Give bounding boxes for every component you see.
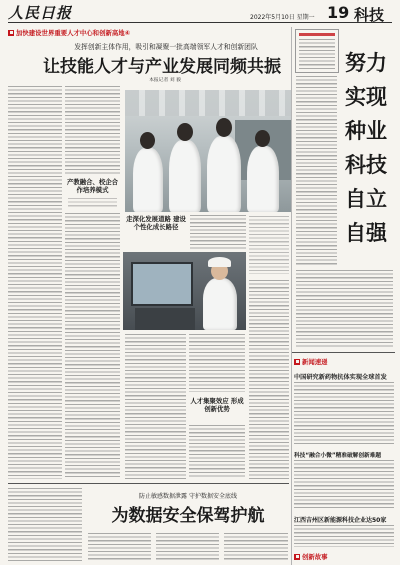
news-item-2-headline: 科技“融合小微”精准破解创新难题 [294,453,382,459]
news-item-3-headline: 江西吉州区新能源科技企业达50家 [294,517,387,524]
main-byline: 本报记者 刘 毅 [149,78,181,83]
main-headline: 让技能人才与产业发展同频共振 [43,57,281,77]
pull-quote-1-note [68,198,117,208]
bottom-headline: 为数据安全保驾护航 [111,506,265,526]
news-item-3-text [294,525,394,547]
main-subtitle: 发挥创新主体作用，吸引和凝聚一批高端领军人才和创新团队 [74,43,258,51]
photo-caption [249,216,289,274]
red-square-tag-icon [294,554,300,560]
pull-quote-3: 人才集聚效应 形成创新优势 [190,397,244,414]
bottom-rule [8,483,289,484]
article-body-text [249,280,289,479]
issue-date: 2022年5月10日 星期一 [250,14,315,21]
red-square-tag-icon [8,30,14,36]
article-body-text [65,213,120,479]
bottom-subtitle: 防止敏感数据泄露 守护数据安全底线 [139,493,237,500]
article-body-text [65,86,120,174]
article-body-text [296,270,393,348]
pull-quote-1: 产教融合、校企合作培养模式 [66,178,119,195]
section-rule [292,352,395,353]
article-body-text [125,334,186,479]
section-name: 科技 [354,6,385,24]
news-item-1-headline: 中国研究新药物抗体实现全球首发 [294,374,387,381]
masthead-logo: 人民日报 [8,4,73,22]
article-body-text [8,488,82,562]
brief-box [295,29,339,73]
article-body-text [189,425,245,479]
article-body-text [156,533,219,562]
column-divider [291,27,292,565]
article-body-text [296,76,337,266]
article-body-text [8,86,62,479]
article-body-text [88,533,151,562]
masthead-rule [8,22,392,23]
news-brief-tag [294,357,328,366]
footer-tag [294,552,328,561]
brief-box-text [299,39,335,69]
news-item-1-text [294,382,394,444]
photo-worker-at-machine [123,252,246,330]
article-body-text [189,334,245,392]
right-headline: 努力实现种业科技自立自强 [345,50,387,245]
news-brief-tag-label: 新闻速递 [302,358,328,366]
pull-quote-2: 走深化发展道路 建设个性化成长路径 [126,215,186,232]
footer-tag-label: 创新故事 [302,553,328,561]
red-square-tag-icon [294,359,300,365]
page-number: 19 [327,3,350,22]
series-tag [8,28,130,37]
photo-workers-group [125,90,291,212]
series-tag-label: 加快建设世界重要人才中心和创新高地④ [16,29,131,37]
article-body-text [224,533,288,562]
article-body-text [190,215,246,249]
news-item-2-text [294,460,394,510]
